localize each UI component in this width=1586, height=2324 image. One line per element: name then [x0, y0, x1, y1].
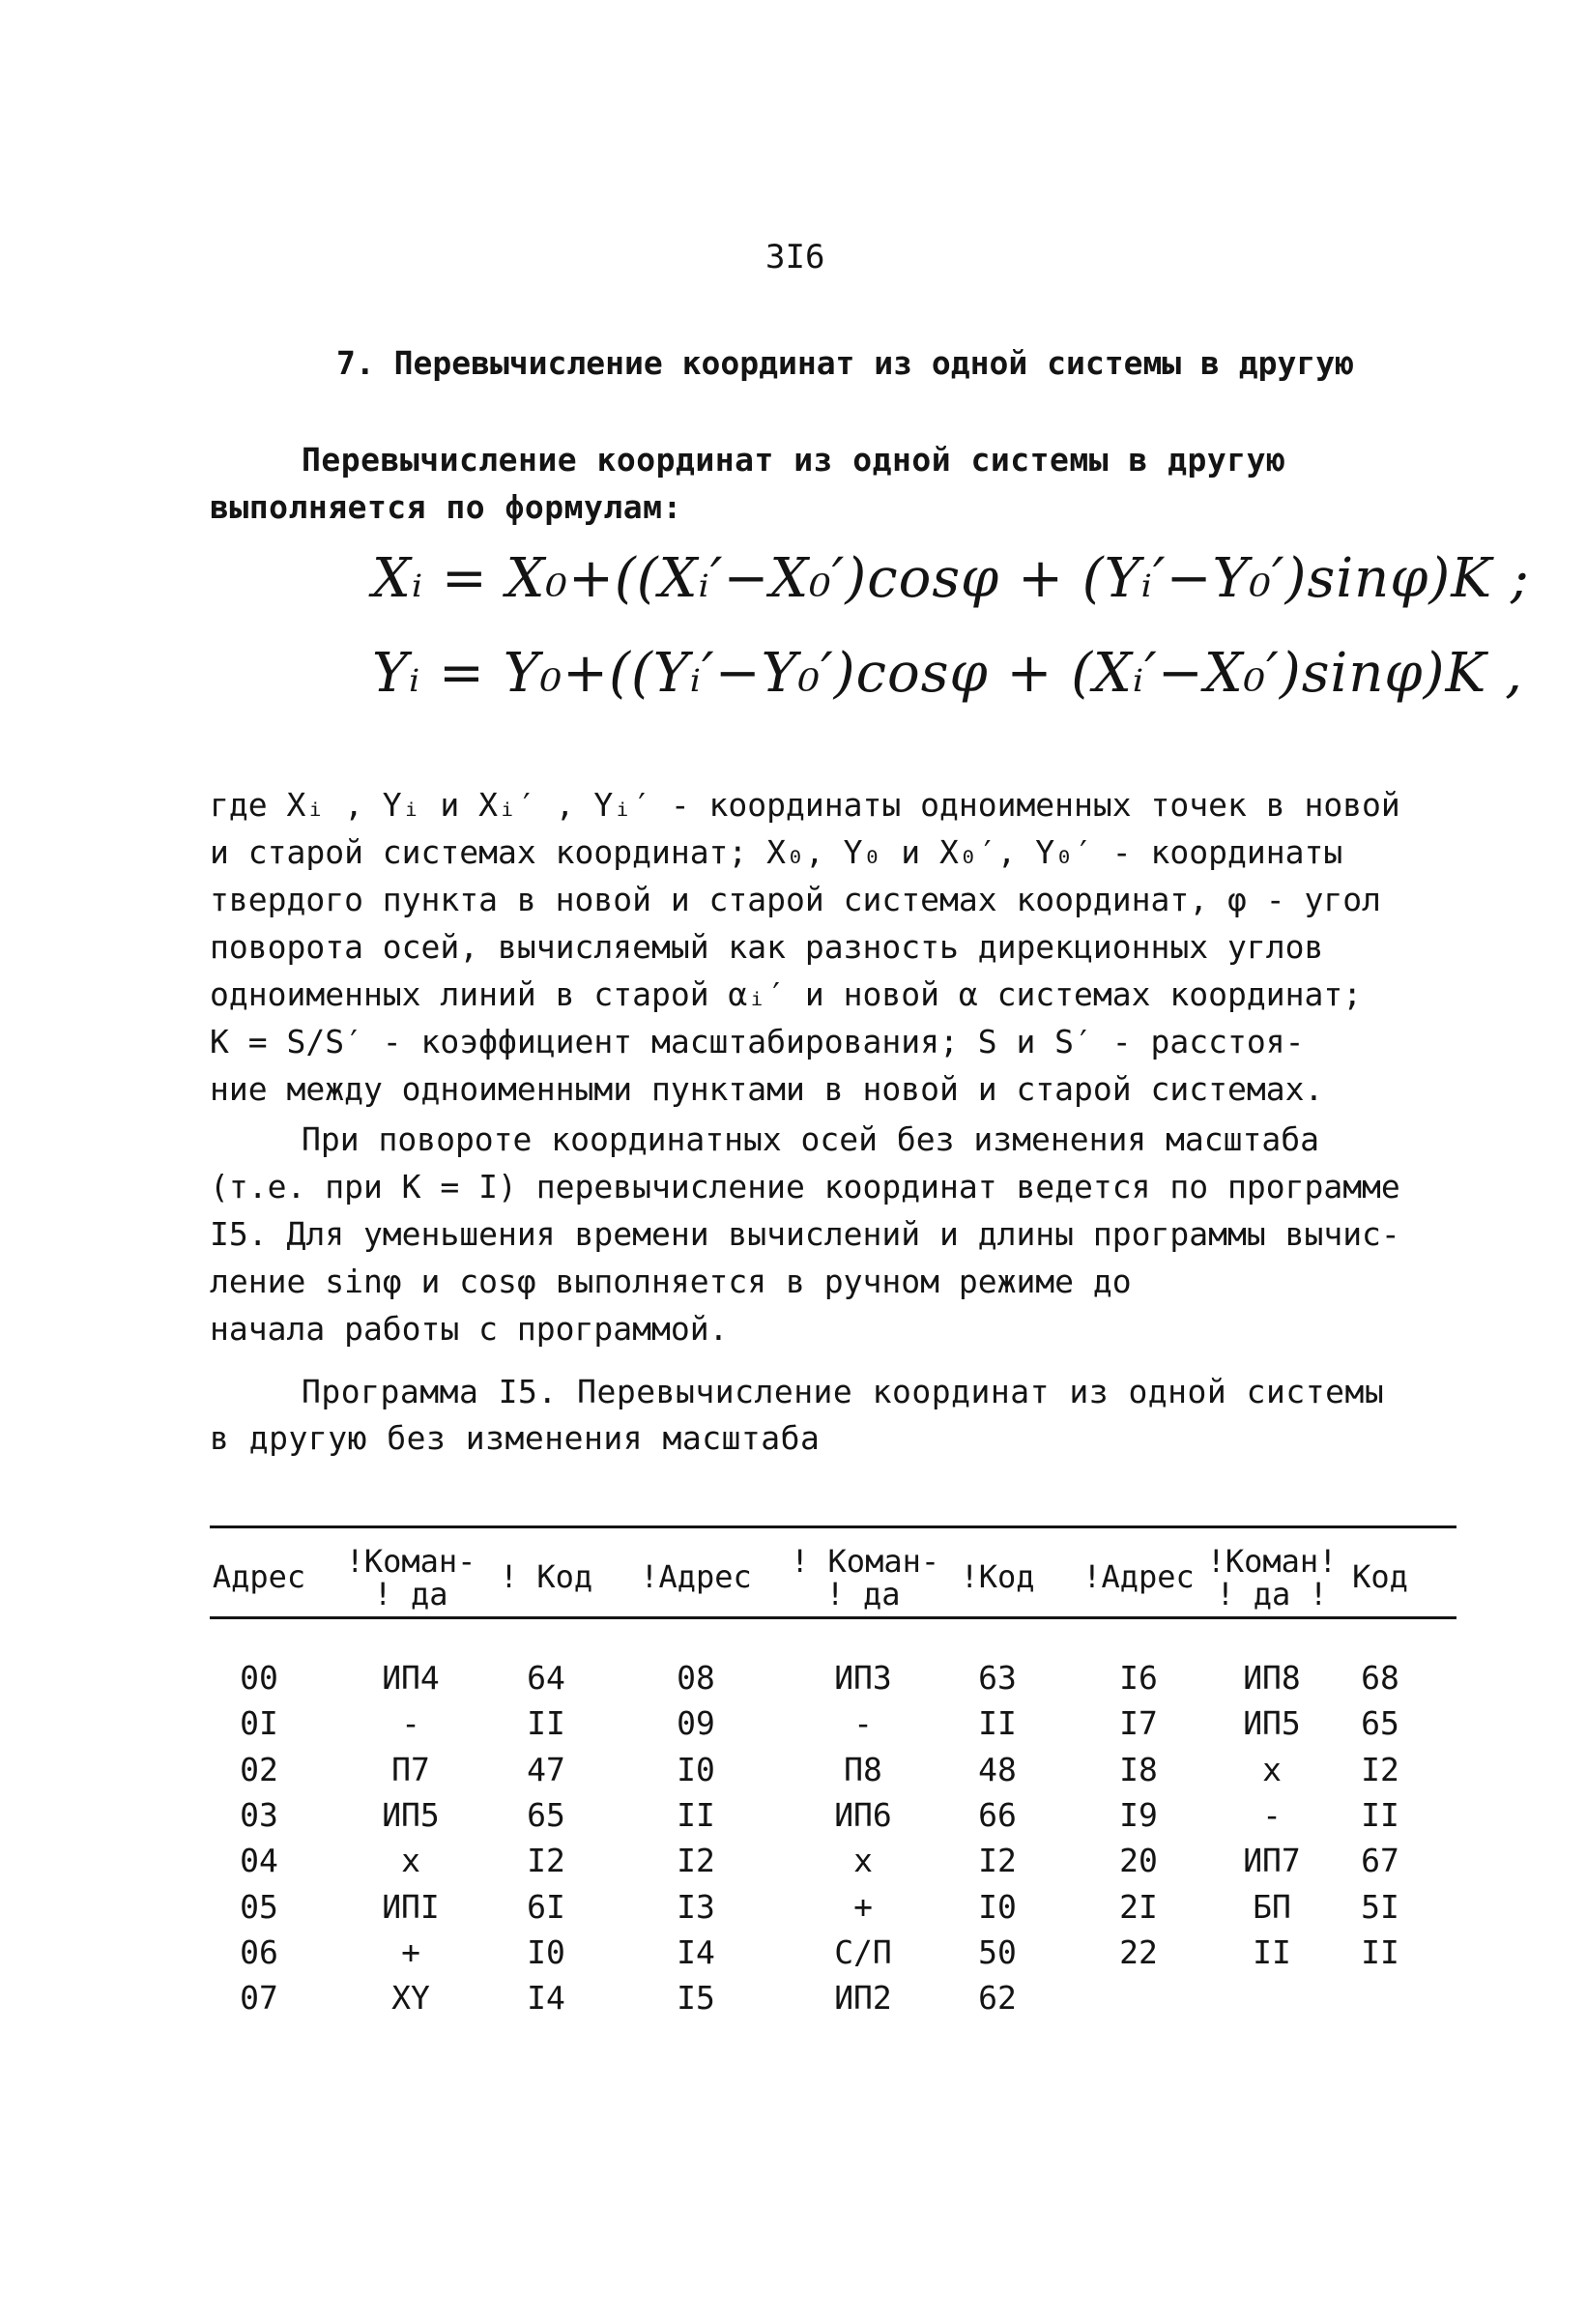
- table-cell: 00: [240, 1659, 278, 1697]
- intro-line-2: выполняется по формулам:: [210, 488, 682, 526]
- table-cell: II: [1361, 1796, 1399, 1834]
- table-cell: П7: [391, 1751, 430, 1788]
- description-line: K = S/S′ - коэффициент масштабирования; S и S′ - расстоя-: [210, 1023, 1305, 1060]
- table-cell: I0: [527, 1933, 565, 1971]
- table-header-cell: !Коман! ! да !: [1206, 1543, 1338, 1612]
- description-line: одноименных линий в старой αᵢ′ и новой α системах координат;: [210, 975, 1363, 1013]
- table-cell: ИП3: [834, 1659, 892, 1697]
- table-cell: +: [853, 1888, 873, 1926]
- table-cell: 5I: [1361, 1888, 1399, 1926]
- table-cell: -: [401, 1704, 420, 1742]
- table-cell: 20: [1119, 1842, 1158, 1879]
- table-cell: x: [401, 1842, 420, 1879]
- section-title: 7. Перевычисление координат из одной системы в другую: [336, 344, 1354, 382]
- table-cell: 48: [978, 1751, 1017, 1788]
- paragraph-2-line: I5. Для уменьшения времени вычислений и длины программы вычис-: [210, 1215, 1400, 1253]
- table-cell: I2: [978, 1842, 1017, 1879]
- table-cell: I2: [527, 1842, 565, 1879]
- table-header-cell: ! Код: [499, 1558, 593, 1595]
- description-line: ние между одноименными пунктами в новой и старой системах.: [210, 1070, 1324, 1108]
- table-cell: ИП5: [1243, 1704, 1301, 1742]
- description-line: и старой системах координат; X₀, Y₀ и X₀′, Y₀′ - координаты: [210, 833, 1343, 871]
- table-cell: 22: [1119, 1933, 1158, 1971]
- table-header-cell: !Код: [960, 1558, 1035, 1595]
- table-cell: I9: [1119, 1796, 1158, 1834]
- table-cell: 0I: [240, 1704, 278, 1742]
- table-header-cell: ! Коман- ! да: [791, 1543, 940, 1612]
- table-cell: II: [978, 1704, 1017, 1742]
- table-cell: II: [677, 1796, 715, 1834]
- table-cell: ИП7: [1243, 1842, 1301, 1879]
- paragraph-2-line: (т.е. при K = I) перевычисление координат ведется по программе: [210, 1168, 1400, 1206]
- table-cell: x: [1262, 1751, 1282, 1788]
- description-line: где Xᵢ , Yᵢ и Xᵢ′ , Yᵢ′ - координаты одноименных точек в новой: [210, 786, 1400, 824]
- formula-y: Yᵢ = Y₀+((Yᵢ′−Y₀′)cosφ + (Xᵢ′−X₀′)sinφ)K ,: [372, 642, 1523, 705]
- paragraph-2-line: начала работы с программой.: [210, 1310, 729, 1348]
- table-cell: ИП2: [834, 1979, 892, 2017]
- table-cell: I2: [677, 1842, 715, 1879]
- table-cell: 03: [240, 1796, 278, 1834]
- paragraph-2: [210, 1116, 1456, 1352]
- table-cell: -: [1262, 1796, 1282, 1834]
- table-cell: I0: [677, 1751, 715, 1788]
- program-caption-line-1: Программа I5. Перевычисление координат из одной системы: [302, 1373, 1385, 1410]
- table-cell: I4: [527, 1979, 565, 2017]
- table-header-cell: !Коман- ! да: [345, 1543, 476, 1612]
- table-header-cell: Код: [1352, 1558, 1408, 1595]
- table-cell: П8: [844, 1751, 882, 1788]
- table-cell: 08: [677, 1659, 715, 1697]
- table-header-rule: [210, 1616, 1456, 1619]
- table-cell: ИП6: [834, 1796, 892, 1834]
- table-header-cell: !Адрес: [640, 1558, 752, 1595]
- table-cell: 2I: [1119, 1888, 1158, 1926]
- table-cell: 66: [978, 1796, 1017, 1834]
- description-paragraph: [210, 781, 1456, 1113]
- description-line: твердого пункта в новой и старой системах координат, φ - угол: [210, 881, 1381, 918]
- table-cell: ИП5: [382, 1796, 440, 1834]
- table-cell: I5: [677, 1979, 715, 2017]
- table-cell: I6: [1119, 1659, 1158, 1697]
- table-cell: 68: [1361, 1659, 1399, 1697]
- table-cell: 05: [240, 1888, 278, 1926]
- table-cell: 04: [240, 1842, 278, 1879]
- table-cell: 09: [677, 1704, 715, 1742]
- table-cell: 65: [1361, 1704, 1399, 1742]
- table-cell: С/П: [834, 1933, 892, 1971]
- table-cell: 07: [240, 1979, 278, 2017]
- table-cell: ИП4: [382, 1659, 440, 1697]
- table-cell: 6I: [527, 1888, 565, 1926]
- table-cell: ИП8: [1243, 1659, 1301, 1697]
- table-cell: XY: [391, 1979, 430, 2017]
- paragraph-2-line: ление sinφ и cosφ выполняется в ручном режиме до: [210, 1263, 1132, 1300]
- table-cell: x: [853, 1842, 873, 1879]
- table-cell: I2: [1361, 1751, 1399, 1788]
- table-header-cell: !Адрес: [1082, 1558, 1195, 1595]
- table-cell: 50: [978, 1933, 1017, 1971]
- table-header-cell: Адрес: [212, 1558, 306, 1595]
- table-cell: -: [853, 1704, 873, 1742]
- paragraph-2-line: При повороте координатных осей без изменения масштаба: [302, 1120, 1319, 1158]
- table-cell: БП: [1253, 1888, 1291, 1926]
- formula-x: Xᵢ = X₀+((Xᵢ′−X₀′)cosφ + (Yᵢ′−Y₀′)sinφ)K ;: [372, 547, 1530, 610]
- table-cell: I7: [1119, 1704, 1158, 1742]
- table-cell: ИПI: [382, 1888, 440, 1926]
- table-cell: 64: [527, 1659, 565, 1697]
- table-cell: 02: [240, 1751, 278, 1788]
- page-number: 3I6: [765, 238, 825, 276]
- table-cell: II: [1253, 1933, 1291, 1971]
- description-line: поворота осей, вычисляемый как разность дирекционных углов: [210, 928, 1324, 966]
- table-cell: 63: [978, 1659, 1017, 1697]
- table-cell: 47: [527, 1751, 565, 1788]
- table-cell: I3: [677, 1888, 715, 1926]
- table-cell: I4: [677, 1933, 715, 1971]
- table-cell: 62: [978, 1979, 1017, 2017]
- table-cell: I0: [978, 1888, 1017, 1926]
- table-cell: 06: [240, 1933, 278, 1971]
- table-cell: I8: [1119, 1751, 1158, 1788]
- intro-line-1: Перевычисление координат из одной системы в другую: [302, 441, 1286, 479]
- table-cell: II: [527, 1704, 565, 1742]
- table-cell: +: [401, 1933, 420, 1971]
- table-cell: II: [1361, 1933, 1399, 1971]
- table-cell: 65: [527, 1796, 565, 1834]
- program-caption-line-2: в другую без изменения масштаба: [210, 1419, 821, 1457]
- table-cell: 67: [1361, 1842, 1399, 1879]
- table-top-rule: [210, 1525, 1456, 1528]
